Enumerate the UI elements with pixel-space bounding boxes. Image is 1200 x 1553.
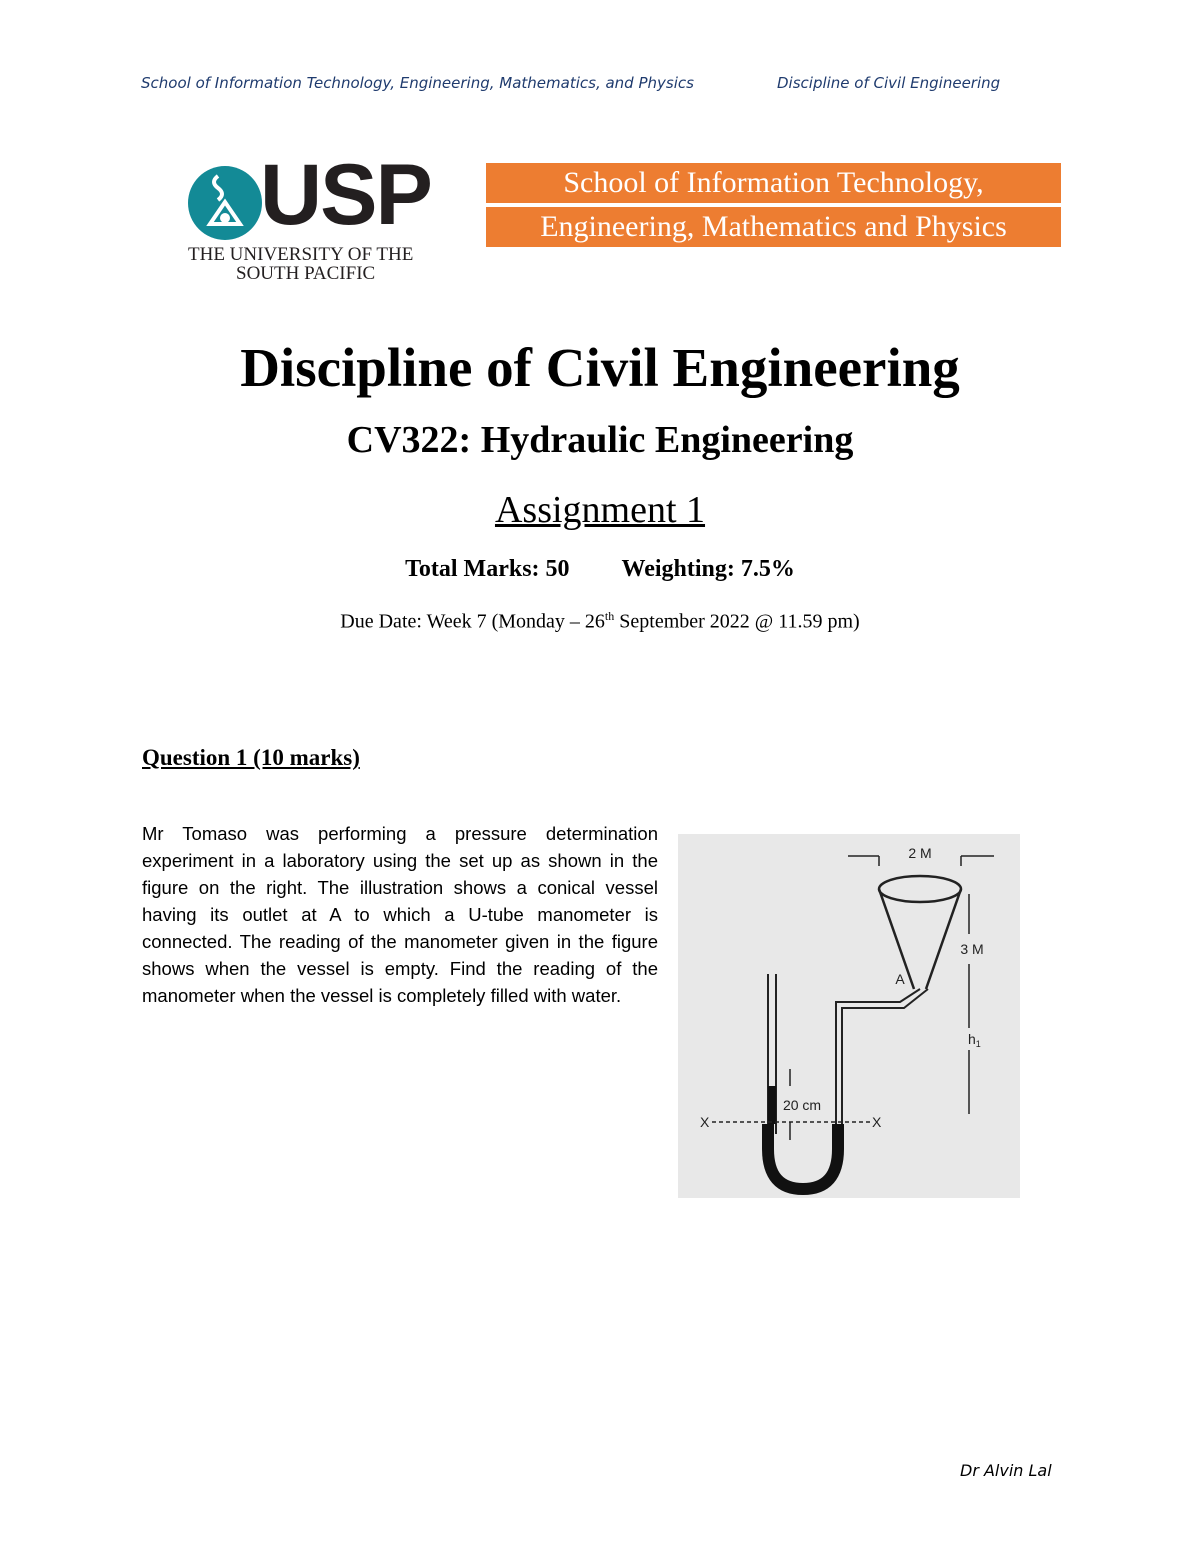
label-x-right: X: [872, 1114, 882, 1130]
label-h1-text: h: [968, 1031, 976, 1047]
label-reading: 20 cm: [782, 1097, 822, 1113]
label-height: 3 M: [960, 941, 984, 957]
university-name-line1: THE UNIVERSITY OF THE: [188, 244, 414, 265]
manometer-figure: [678, 834, 1020, 1198]
weighting: Weighting: 7.5%: [621, 556, 795, 582]
total-marks: Total Marks: 50: [405, 556, 570, 582]
due-sup: th: [604, 609, 615, 623]
due-date: [0, 602, 1200, 636]
page-header-school: School of Information Technology, Engineering, Mathematics, and Physics: [141, 74, 694, 92]
label-width: 2 M: [908, 845, 932, 861]
document-title: Discipline of Civil Engineering: [240, 337, 960, 398]
question1-text: Mr Tomaso was performing a pressure determination experiment in a laboratory using the set up as shown in the figure on the right. The illustration shows a conical vessel having its outlet at A to which a U-tube manometer is connected. The reading of the manometer given in the figure shows when the vessel is empty. Find the reading of the manometer when the vessel is completely filled with water.: [142, 823, 658, 1006]
label-h1-sub: 1: [975, 1039, 981, 1049]
due-prefix: Due Date: Week 7 (Monday – 26: [340, 610, 605, 633]
due-suffix: September 2022 @ 11.59 pm): [614, 610, 860, 633]
assignment-label: Assignment 1: [494, 489, 706, 531]
marks-line: [0, 554, 1200, 584]
usp-logo: [188, 147, 448, 286]
course-title: CV322: Hydraulic Engineering: [346, 419, 854, 461]
assignment-title: [0, 487, 1200, 533]
usp-wordmark: USP: [260, 147, 431, 243]
page-header-discipline: Discipline of Civil Engineering: [777, 74, 1001, 92]
label-x-left: X: [700, 1114, 710, 1130]
label-outlet: A: [895, 971, 905, 987]
school-banner-line1: School of Information Technology,: [486, 163, 1061, 203]
usp-emblem-icon: [188, 166, 262, 240]
page-footer-author: Dr Alvin Lal: [960, 1461, 1052, 1480]
question1-heading: Question 1 (10 marks): [142, 745, 360, 770]
university-name-line2: SOUTH PACIFIC: [236, 263, 376, 284]
school-banner-line2: Engineering, Mathematics and Physics: [486, 207, 1061, 247]
